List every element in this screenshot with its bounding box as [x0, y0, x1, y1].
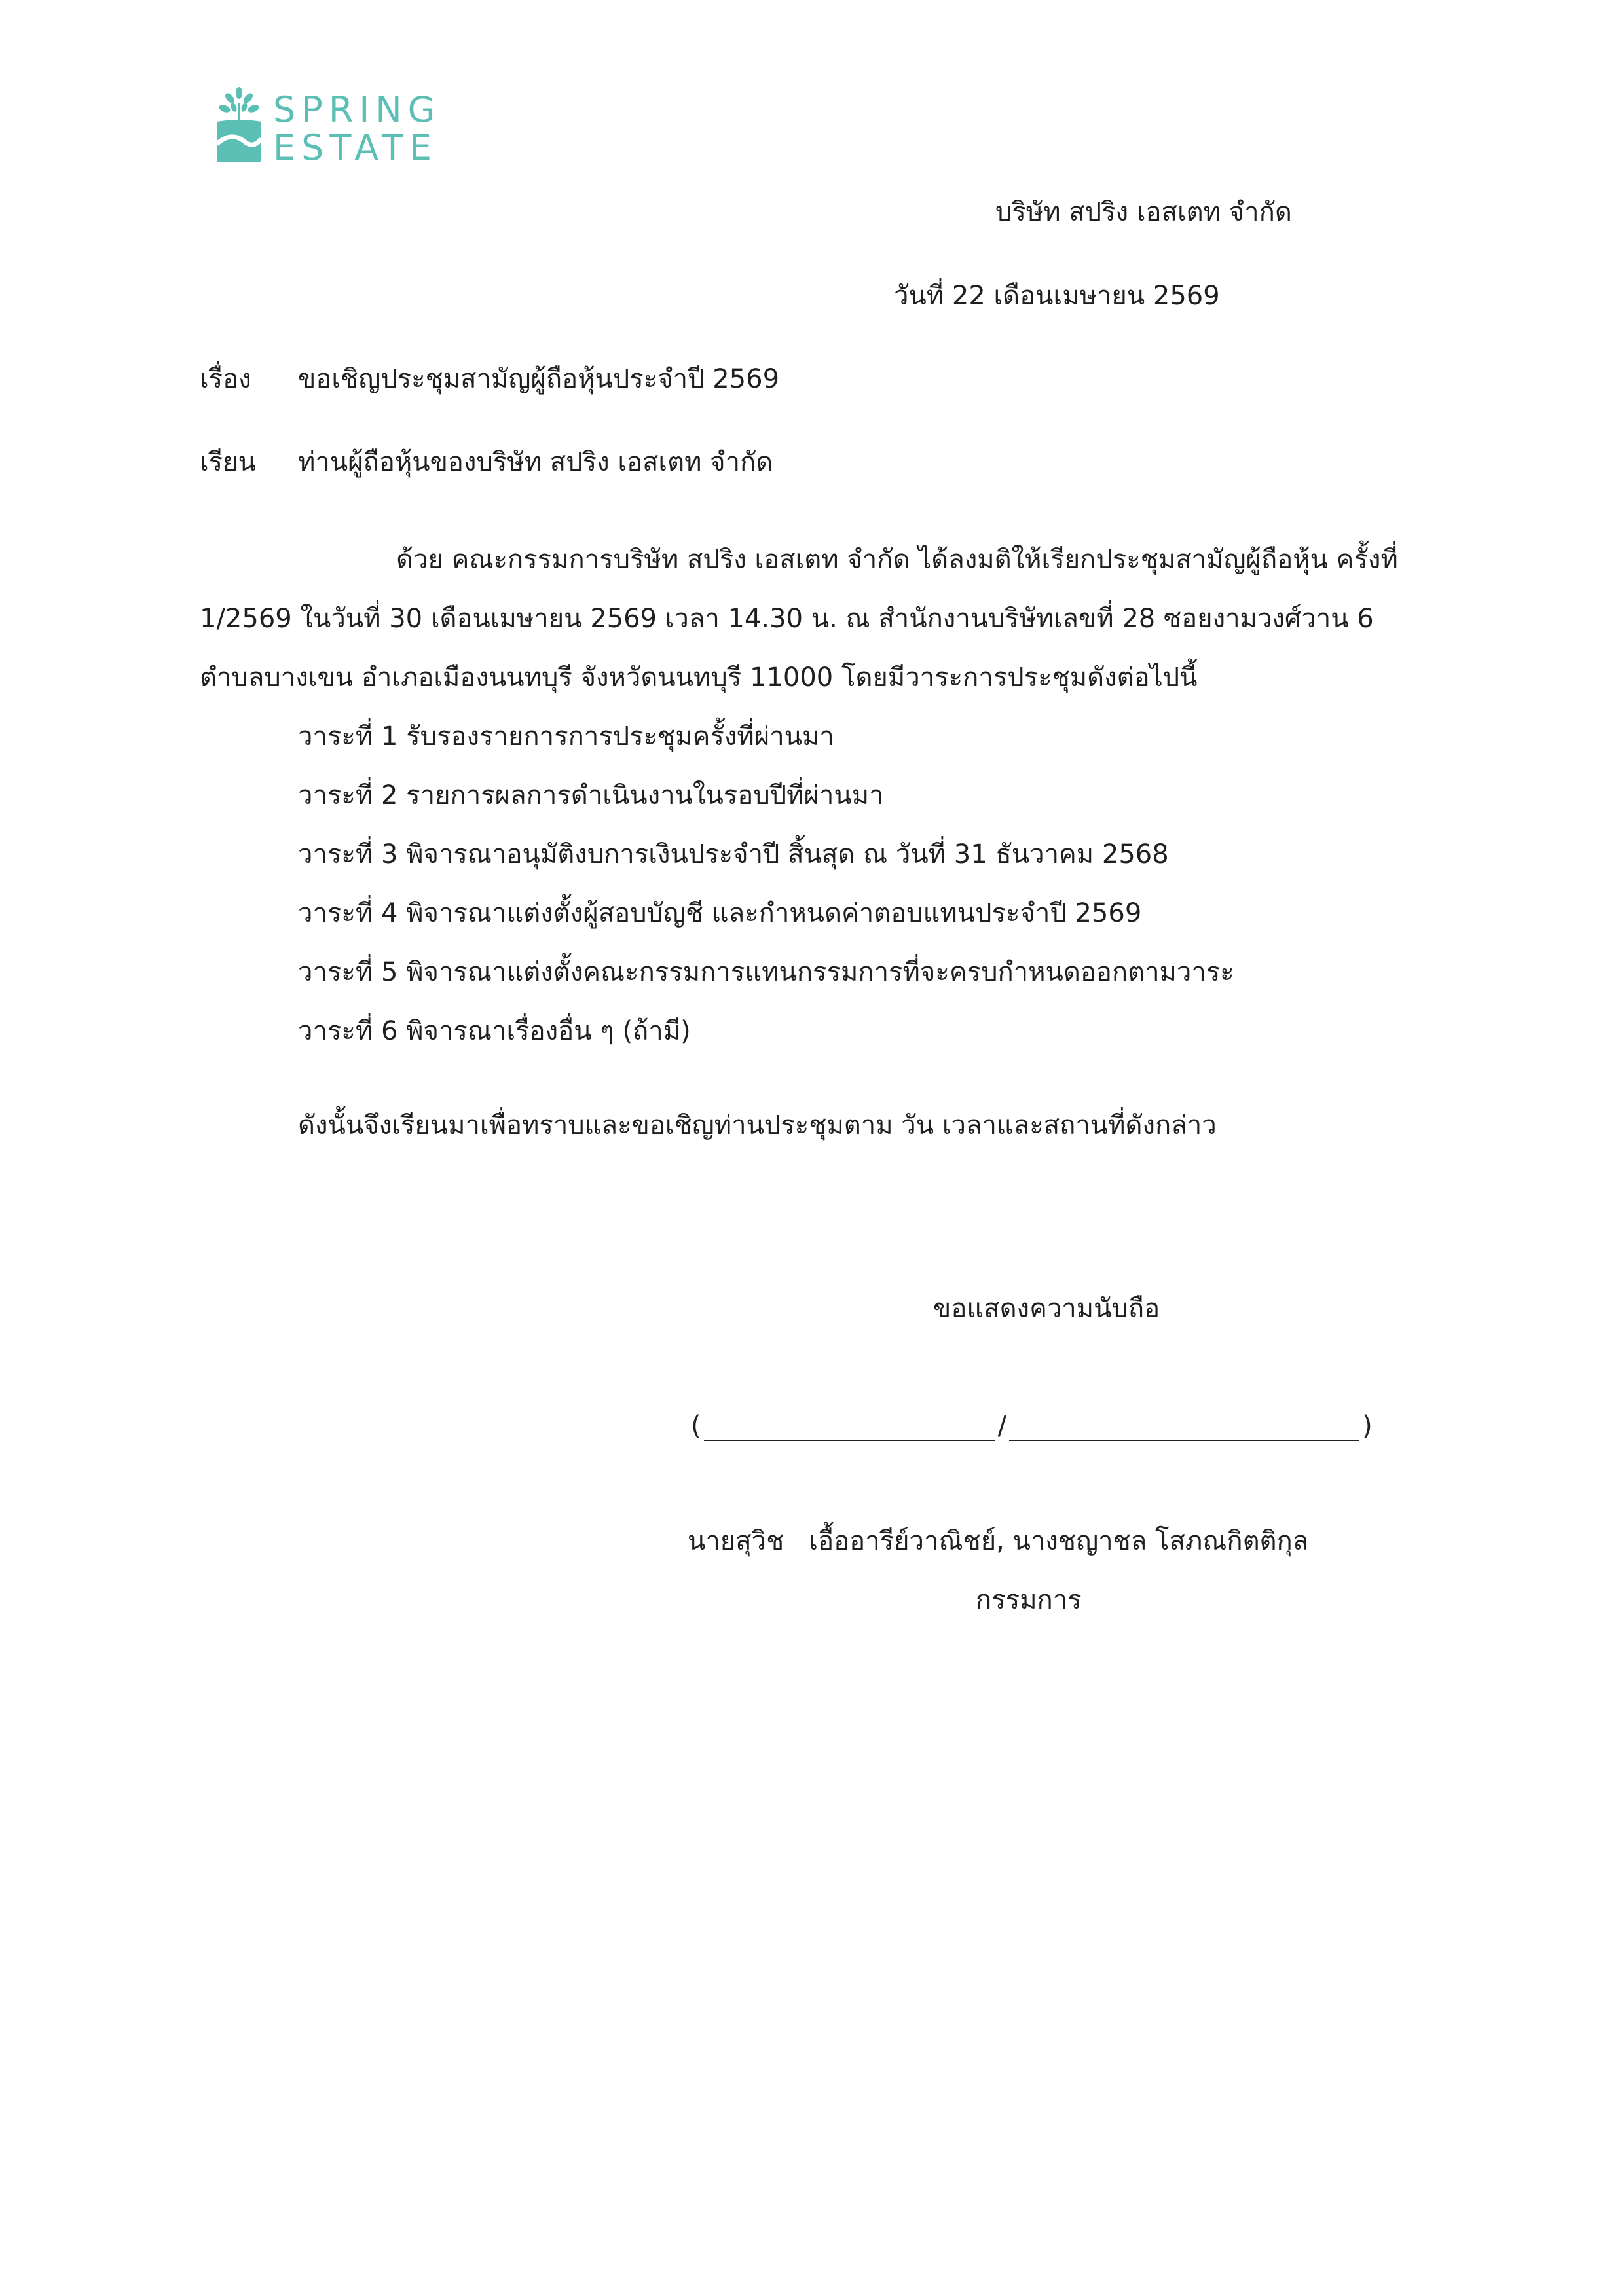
body-line: ด้วย คณะกรรมการบริษัท สปริง เอสเตท จำกัด ได้ลงมติให้เรียกประชุมสามัญผู้ถือหุ้น ครั้งที่: [396, 545, 1398, 575]
signatory-names: นายสุวิช เอื้ออารีย์วาณิชย์, นางชญาชล โสภณกิตติกุล: [688, 1526, 1309, 1556]
agenda-list: [298, 707, 1234, 1061]
agenda-item: วาระที่ 1 รับรองรายการการประชุมครั้งที่ผ่านมา: [298, 721, 834, 752]
recipient-label: เรียน: [200, 447, 256, 477]
subject-label: เรื่อง: [200, 364, 251, 394]
spring-leaf-icon: [213, 84, 462, 169]
signature-line: [691, 1411, 1373, 1441]
recipient-text: ท่านผู้ถือหุ้นของบริษัท สปริง เอสเตท จำกัด: [298, 447, 773, 477]
signature-separator: /: [997, 1411, 1007, 1441]
signatory-position: กรรมการ: [976, 1585, 1082, 1615]
body-line: ตำบลบางเขน อำเภอเมืองนนทบุรี จังหวัดนนทบุรี 11000 โดยมีวาระการประชุมดังต่อไปนี้: [200, 663, 1198, 693]
agenda-item: วาระที่ 3 พิจารณาอนุมัติงบการเงินประจำปี สิ้นสุด ณ วันที่ 31 ธันวาคม 2568: [298, 839, 1169, 869]
agenda-item: วาระที่ 4 พิจารณาแต่งตั้งผู้สอบบัญชี และกำหนดค่าตอบแทนประจำปี 2569: [298, 898, 1142, 928]
regards-text: ขอแสดงความนับถือ: [933, 1294, 1160, 1324]
closing-sentence: ดังนั้นจึงเรียนมาเพื่อทราบและขอเชิญท่านประชุมตาม วัน เวลาและสถานที่ดังกล่าว: [298, 1110, 1217, 1140]
body-line: 1/2569 ในวันที่ 30 เดือนเมษายน 2569 เวลา 14.30 น. ณ สำนักงานบริษัทเลขที่ 28 ซอยงามวงศ์วาน 6: [200, 604, 1374, 634]
signature-open-paren: (: [691, 1411, 701, 1441]
letter-date: วันที่ 22 เดือนเมษายน 2569: [894, 281, 1220, 311]
signature-close-paren: ): [1362, 1411, 1373, 1441]
agenda-item: วาระที่ 5 พิจารณาแต่งตั้งคณะกรรมการแทนกรรมการที่จะครบกำหนดออกตามวาระ: [298, 957, 1234, 987]
subject-text: ขอเชิญประชุมสามัญผู้ถือหุ้นประจำปี 2569: [298, 364, 780, 394]
agenda-item: วาระที่ 6 พิจารณาเรื่องอื่น ๆ (ถ้ามี): [298, 1016, 691, 1046]
company-logo: [213, 84, 462, 169]
logo-line1: SPRING: [273, 89, 441, 130]
company-name: บริษัท สปริง เอสเตท จำกัด: [995, 197, 1292, 227]
logo-line2: ESTATE: [273, 127, 438, 168]
signature-blank-1: [704, 1420, 995, 1441]
agenda-item: วาระที่ 2 รายการผลการดำเนินงานในรอบปีที่ผ่านมา: [298, 780, 884, 811]
body-paragraph: [200, 530, 1444, 707]
signature-blank-2: [1009, 1420, 1359, 1441]
